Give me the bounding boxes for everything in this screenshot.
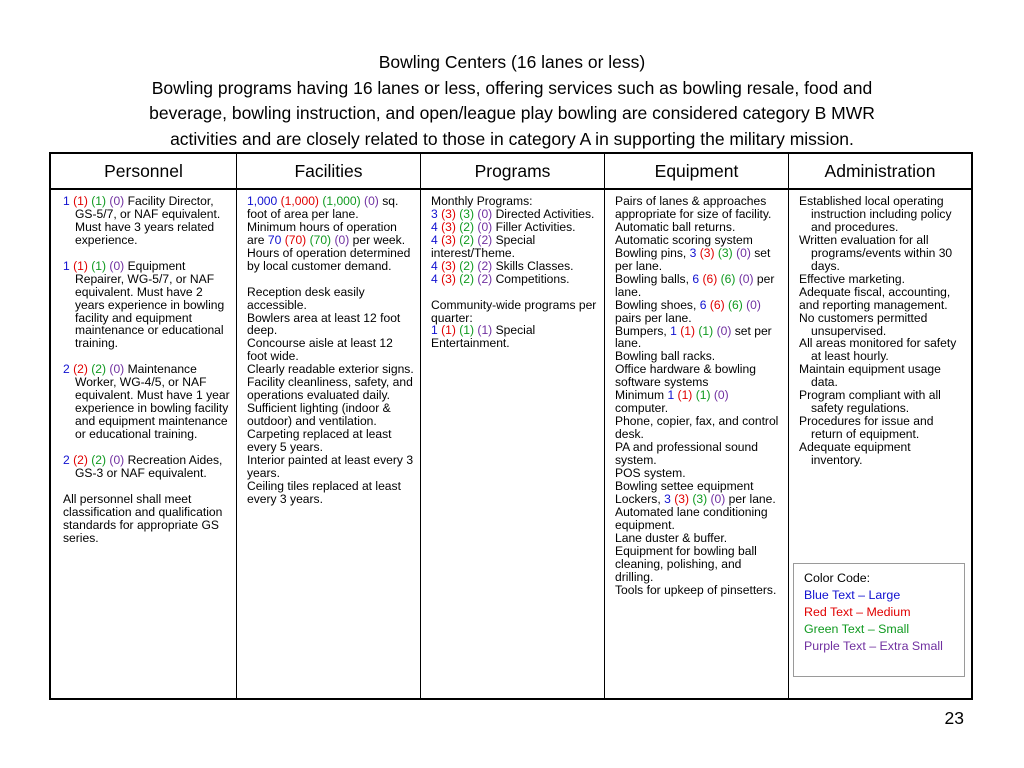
programs-monthly-item: 3 (3) (3) (0) Directed Activities. [431, 206, 595, 221]
equipment-shoes: Bowling shoes, 6 (6) (6) (0) pairs per lane. [615, 297, 761, 325]
administration-item: Written evaluation for all programs/events within 30 days. [799, 232, 953, 273]
administration-item: No customers permitted unsupervised. [799, 310, 928, 338]
facilities-item: Ceiling tiles replaced at least every 3 years. [247, 478, 401, 506]
facilities-item: Clearly readable exterior signs. [247, 362, 414, 377]
administration-item: Program compliant with all safety regulations. [799, 388, 941, 416]
title-line-2: Bowling programs having 16 lanes or less, offering services such as bowling resale, food and [151, 77, 873, 98]
equipment-computer: Minimum 1 (1) (1) (0) computer. [615, 388, 729, 416]
equipment-item: Office hardware & bowling software systems [615, 362, 756, 390]
equipment-item: POS system. [615, 466, 686, 481]
equipment-item: Automatic ball returns. [615, 219, 736, 234]
legend-red: Red Text – Medium [804, 605, 911, 619]
personnel-item-maintenance-worker: 2 (2) (2) (0) Maintenance Worker, WG-4/5, or NAF equivalent. Must have 1 year experience in bowling facility and equipment maintenance or educational training. [63, 362, 230, 442]
facilities-item: Bowlers area at least 12 foot deep. [247, 310, 401, 338]
programs-monthly-heading: Monthly Programs: [431, 194, 533, 208]
administration-item: Established local operating instruction including policy and procedures. [799, 194, 952, 234]
slide-title [60, 50, 964, 152]
equipment-item: Lane duster & buffer. [615, 530, 728, 545]
facilities-item: Concourse aisle at least 12 foot wide. [247, 336, 393, 364]
legend-purple: Purple Text – Extra Small [804, 639, 943, 653]
equipment-item: Bowling settee equipment [615, 478, 754, 493]
header-equipment: Equipment [605, 154, 788, 190]
administration-item: Maintain equipment usage data. [799, 362, 941, 390]
programs-cell [421, 190, 604, 350]
facilities-item: Reception desk easily accessible. [247, 284, 365, 312]
equipment-item: Automatic scoring system [615, 232, 753, 247]
facilities-column [236, 154, 420, 698]
color-code-legend [793, 563, 965, 677]
equipment-item: Tools for upkeep of pinsetters. [615, 582, 777, 597]
facilities-item: Facility cleanliness, safety, and operations evaluated daily. [247, 375, 413, 403]
programs-monthly-item: 4 (3) (2) (0) Filler Activities. [431, 219, 576, 234]
equipment-item: Phone, copier, fax, and control desk. [615, 414, 779, 442]
equipment-column [604, 154, 788, 698]
facilities-area: 1,000 (1,000) (1,000) (0) sq. foot of area per lane. [247, 194, 399, 221]
programs-community-item: 1 (1) (1) (1) Special Entertainment. [431, 323, 536, 351]
title-line-4: activities and are closely related to those in category A in supporting the military mission. [170, 128, 854, 149]
header-administration: Administration [789, 154, 971, 190]
administration-item: Effective marketing. [799, 271, 905, 286]
personnel-note: All personnel shall meet classification and qualification standards for appropriate GS series. [63, 491, 223, 545]
programs-monthly-item: 4 (3) (2) (2) Competitions. [431, 271, 570, 286]
equipment-item: Equipment for bowling ball cleaning, polishing, and drilling. [615, 543, 757, 584]
legend-blue: Blue Text – Large [804, 588, 901, 602]
personnel-item-recreation-aides: 2 (2) (2) (0) Recreation Aides, GS-3 or NAF equivalent. [63, 452, 223, 480]
equipment-balls: Bowling balls, 6 (6) (6) (0) per lane. [615, 271, 775, 299]
programs-community-heading: Community-wide programs per quarter: [431, 297, 597, 325]
header-facilities: Facilities [237, 154, 420, 190]
equipment-item: Automated lane conditioning equipment. [615, 504, 768, 532]
personnel-item-facility-director: 1 (1) (1) (0) Facility Director, GS-5/7, or NAF equivalent. Must have 3 years related experience. [63, 194, 221, 247]
facilities-cell [237, 190, 420, 506]
equipment-cell [605, 190, 788, 597]
facilities-item: Interior painted at least every 3 years. [247, 453, 414, 480]
administration-item: Adequate fiscal, accounting, and reporting management. [799, 284, 951, 312]
title-line-3: beverage, bowling instruction, and open/league play bowling are considered category B MWR [149, 103, 875, 123]
equipment-bumpers: Bumpers, 1 (1) (1) (0) set per lane. [615, 323, 772, 351]
title-line-1: Bowling Centers (16 lanes or less) [378, 52, 646, 72]
facilities-item: Sufficient lighting (indoor & outdoor) and ventilation. [247, 401, 391, 429]
equipment-pins: Bowling pins, 3 (3) (3) (0) set per lane. [615, 245, 771, 273]
equipment-item: Bowling ball racks. [615, 349, 716, 364]
equipment-lockers: Lockers, 3 (3) (3) (0) per lane. [615, 491, 776, 506]
administration-cell [789, 190, 971, 467]
equipment-item: PA and professional sound system. [615, 440, 758, 468]
facilities-hours: Minimum hours of operation are 70 (70) (70) (0) per week. Hours of operation determined by local customer demand. [247, 219, 411, 273]
programs-monthly-item: 4 (3) (2) (2) Skills Classes. [431, 258, 574, 273]
legend-green: Green Text – Small [804, 622, 910, 636]
personnel-column [51, 154, 236, 698]
facilities-item: Carpeting replaced at least every 5 years. [247, 427, 392, 455]
page-number: 23 [944, 708, 964, 728]
programs-monthly-item: 4 (3) (2) (2) Special interest/Theme. [431, 232, 536, 260]
personnel-item-equipment-repairer: 1 (1) (1) (0) Equipment Repairer, WG-5/7, or NAF equivalent. Must have 2 years experience in bowling facility and equipment maintenance or educational training. [63, 258, 225, 351]
administration-item: All areas monitored for safety at least hourly. [799, 336, 957, 364]
equipment-item: Pairs of lanes & approaches appropriate for size of facility. [615, 194, 772, 221]
header-personnel: Personnel [51, 154, 236, 190]
administration-item: Procedures for issue and return of equipment. [799, 414, 934, 442]
programs-column [420, 154, 604, 698]
administration-item: Adequate equipment inventory. [799, 440, 911, 468]
header-programs: Programs [421, 154, 604, 190]
personnel-cell [51, 190, 236, 544]
legend-title: Color Code: [804, 571, 871, 585]
